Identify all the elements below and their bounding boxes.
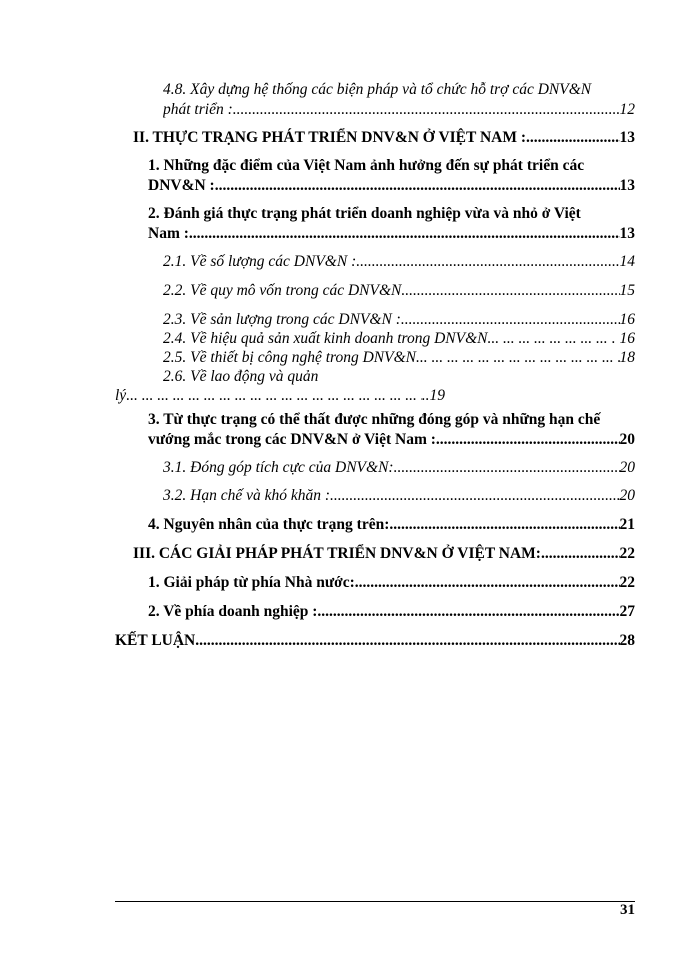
toc-entry-2-6-cont[interactable] [115,386,445,406]
toc-leader [355,573,620,593]
toc-entry-title: DNV&N : [148,177,215,194]
toc-entry-3-2[interactable] [163,486,635,506]
toc-entry-title: 1. Giải pháp từ phía Nhà nước: [148,574,355,591]
toc-leader [401,310,620,330]
footer-divider [115,901,635,902]
toc-entry-section-iii[interactable] [133,544,635,564]
toc-entry-title: II. THỰC TRẠNG PHÁT TRIỂN DNV&N Ở VIỆT NAM : [133,129,527,146]
toc-entry-2-5[interactable] [163,348,635,368]
toc-leader [487,329,611,349]
toc-leader [401,281,619,301]
toc-page-number: 21 [619,516,635,533]
toc-entry-title: 3.1. Đóng góp tích cực của DNV&N: [163,459,394,476]
toc-entry-title: 2.1. Về số lượng các DNV&N : [163,253,357,270]
toc-entry-title: 2.2. Về quy mô vốn trong các DNV&N [163,282,402,299]
toc-page-number: ..19 [421,387,445,404]
toc-entry-3[interactable] [148,410,635,450]
toc-leader [541,544,620,564]
toc-page-number: 27 [619,603,635,620]
toc-leader [330,486,619,506]
toc-leader [233,100,620,120]
toc-entry-conclusion[interactable] [115,631,635,651]
toc-page-number: 13 [619,129,635,146]
toc-entry-title: phát triển : [163,101,233,118]
toc-entry-title: 4. Nguyên nhân của thực trạng trên: [148,516,390,533]
toc-entry-title: Nam : [148,225,189,242]
toc-entry-title: 2.5. Về thiết bị công nghệ trong DNV&N [163,349,416,366]
toc-entry-title: 2.4. Về hiệu quả sản xuất kinh doanh trong DNV&N [163,330,488,347]
toc-page-number: 18 [619,349,635,366]
toc-page-number: 15 [619,282,635,299]
toc-page-number: 20 [619,487,635,504]
toc-entry-2-4[interactable] [163,329,635,349]
toc-leader [189,224,620,244]
toc-leader [526,128,619,148]
toc-leader [215,176,620,196]
toc-leader [436,430,620,450]
toc-leader [126,386,422,406]
toc-page-number: 12 [619,101,635,118]
toc-page-number: 14 [619,253,635,270]
toc-entry-2-3[interactable] [163,310,635,330]
toc-page-number: 13 [619,177,635,194]
toc-entry-4-8[interactable] [163,80,635,120]
toc-entry-2-2[interactable] [163,281,635,301]
toc-page-number: 20 [619,431,635,448]
toc-entry-section-ii[interactable] [133,128,635,148]
toc-leader [317,602,619,622]
toc-entry-2-6[interactable] [163,367,635,387]
toc-entry-title: 2. Về phía doanh nghiệp : [148,603,318,620]
toc-entry-title: 2.3. Về sản lượng trong các DNV&N : [163,311,401,328]
toc-page-number: 22 [619,574,635,591]
toc-page-number: 20 [619,459,635,476]
toc-leader [356,252,619,272]
toc-entry-title: lý [115,387,127,404]
toc-entry-1[interactable] [148,156,635,196]
toc-page-number: 22 [619,545,635,562]
toc-entry-2[interactable] [148,204,635,244]
toc-entry-title: 3.2. Hạn chế và khó khăn : [163,487,331,504]
toc-page-number: 13 [619,225,635,242]
toc-entry-title: III. CÁC GIẢI PHÁP PHÁT TRIỂN DNV&N Ở VIỆT NAM: [133,545,541,562]
toc-entry-title: 4.8. Xây dựng hệ thống các biện pháp và tổ chức hỗ trợ các DNV&N [163,81,592,98]
toc-leader [416,348,620,368]
toc-page-number: 28 [619,632,635,649]
toc-entry-iii-1[interactable] [148,573,635,593]
page-number: 31 [620,902,635,918]
toc-entry-3-1[interactable] [163,458,635,478]
toc-leader [195,631,619,651]
toc-entry-2-1[interactable] [163,252,635,272]
toc-entry-title: vướng mắc trong các DNV&N ở Việt Nam : [148,431,436,448]
toc-page-number: . 16 [611,330,635,347]
toc-entry-4[interactable] [148,515,635,535]
toc-entry-title: 2.6. Về lao động và quản [163,368,319,385]
toc-entry-title: 2. Đánh giá thực trạng phát triển doanh nghiệp vừa và nhỏ ở Việt [148,205,581,222]
toc-leader [389,515,619,535]
toc-leader [394,458,620,478]
toc-entry-title: 3. Từ thực trạng có thể thất được những đóng góp và những hạn chế [148,411,601,428]
toc-page-number: 16 [619,311,635,328]
toc-entry-title: 1. Những đặc điểm của Việt Nam ảnh hưởng đến sự phát triển các [148,157,585,174]
toc-entry-title: KẾT LUẬN [115,632,196,649]
toc-entry-iii-2[interactable] [148,602,635,622]
